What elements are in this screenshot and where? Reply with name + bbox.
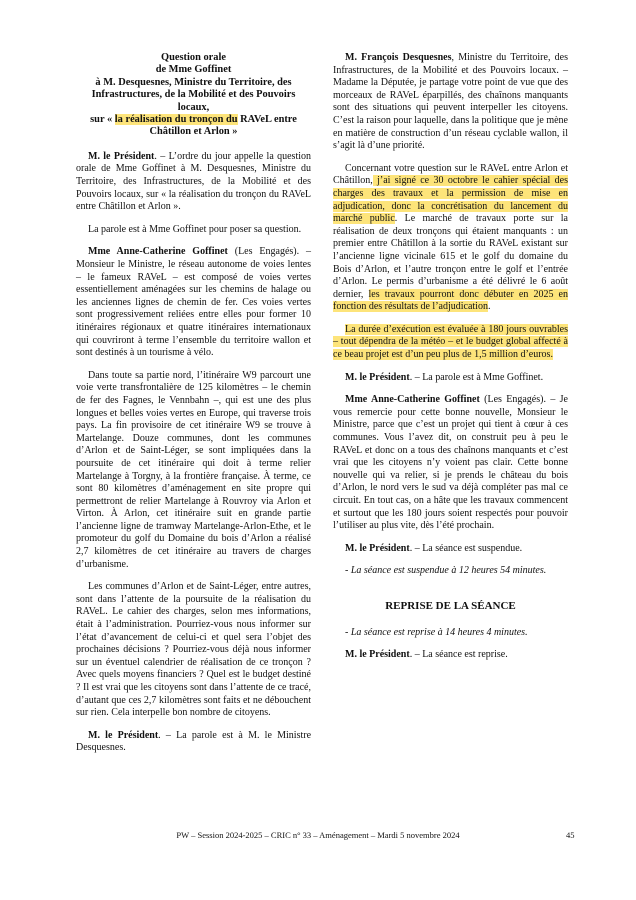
answer-text-c: . xyxy=(487,301,491,313)
paragraph-president-4 xyxy=(333,543,568,556)
paragraph-w9: Dans toute sa partie nord, l’itinéraire W9 parcourt une voie verte transfrontalière de 125 kilomètres – le chemin de fer des Fagnes, le Vennbahn –, qui est une des plus longues et belles voies vertes en Europe, qui traverse trois pays. La fin provisoire de cet itinéraire W9 se trouve à Martelange. Douze communes, dont les communes d’Arlon et de Saint-Léger, se sont impliquées dans la poursuite de cet itinéraire qui doit à terme relier Martelange à Torgny, à la frontière française. À terme, ce sont 80 kilomètres d’aménagement en site propre qui permettront de relier Martelange à Rouvroy via Arlon et Virton. À Arlon, cet itinéraire suit en grande partie l’ancienne ligne de tramway Martelange-Arlon-Ethe, et le promoteur du golf du Domaine du bois d’Arlon a réalisé 2,7 kilomètres de cet itinéraire au travers de charges d’urbanisme. xyxy=(76,369,311,570)
section-heading: REPRISE DE LA SÉANCE xyxy=(385,599,516,612)
paragraph-president-1 xyxy=(76,151,311,214)
speaker-name: M. le Président xyxy=(345,542,410,554)
sur-rest: RAVeL entre Châtillon et Arlon » xyxy=(149,114,297,138)
right-column xyxy=(333,52,568,672)
paragraph-goffinet-1 xyxy=(76,246,311,359)
question-title xyxy=(76,52,311,139)
resumption-note: - La séance est reprise à 14 heures 4 minutes. xyxy=(345,626,528,638)
speaker-name: M. le Président xyxy=(345,649,410,661)
paragraph-president-5 xyxy=(333,649,568,662)
title-line-2: de Mme Goffinet xyxy=(155,64,232,76)
answer-highlight-1: j’ai signé ce 30 octobre le cahier spécial des charges des travaux et la permission de mise en adjudication, donc la concrétisation du lancement du marché public xyxy=(333,175,568,225)
paragraph-goffinet-2 xyxy=(333,394,568,533)
paragraph-duration xyxy=(333,324,568,362)
speaker-name: M. le Président xyxy=(88,150,155,162)
speaker-name: M. François Desquesnes xyxy=(345,52,452,63)
paragraph-communes: Les communes d’Arlon et de Saint-Léger, entre autres, sont dans l’attente de la poursuite de la réalisation du RAVeL. Le cahier des charges, selon mes informations, était à l’administration. Pourriez-vous nous informer sur l’état d’avancement de celui-ci et quel sera l’objet des prochaines décisions ? Pourriez-vous déjà nous informer sur un éventuel calendrier de réalisation de ce tronçon ? Avec quels moyens financiers ? Quel est le budget destiné ? Il est vrai que les citoyens sont dans l’attente de ce tracé, d’autant que ces 2,7 kilomètres sont faits et ne débouchent sur rien. Cela interpelle bon nombre de citoyens. xyxy=(76,581,311,719)
speech-text: (Les Engagés). – Je vous remercie pour cette bonne nouvelle, Monsieur le Ministre, parce que c’est un projet qui tient à cœur à ces communes. Vous l’avez dit, on construit peu à peu le RAVeL et donc on a tous des chaînons manquants et c’est vrai que les citoyens n’y voient pas clair. Cette bonne nouvelle qui va relier, si je prends le château du bois d’Arlon, le nord vers le sud va déjà compléter pas mal ce circuit. En tout cas, on a hâte que les travaux commencent et surtout que les 180 jours soient respectés pour pouvoir l’utiliser au plus vite, dès l’été prochain. xyxy=(333,394,568,532)
answer-text-b: . Le marché de travaux porte sur la réalisation de deux tronçons qui étaient manquants : un premier entre Châtillon à la sortie du RAVeL existant sur l’ancienne ligne vicinale 615 et le golf du domaine du Bois d’Arlon, et l’autre tronçon entre le golf et l’entrée d’Arlon. Le permis d’urbanisme a été délivré le 6 août dernier, xyxy=(333,213,568,300)
duration-highlight: La durée d’exécution est évaluée à 180 jours ouvrables – tout dépendra de la météo – et le budget global affecté à ce beau projet est d’un peu plus de 1,5 million d’euros. xyxy=(333,323,568,361)
speech-text: . – La parole est à M. le Ministre Desquesnes. xyxy=(76,729,312,754)
suspension-note: - La séance est suspendue à 12 heures 54 minutes. xyxy=(345,565,547,577)
paragraph-minister xyxy=(333,52,568,153)
paragraph-floor: La parole est à Mme Goffinet pour poser sa question. xyxy=(88,223,302,235)
speaker-name: Mme Anne-Catherine Goffinet xyxy=(345,394,480,406)
title-line-1: Question orale xyxy=(161,52,226,63)
paragraph-minister-answer xyxy=(333,163,568,314)
speech-text: . – La séance est reprise. xyxy=(409,649,508,661)
sur-prefix: sur « xyxy=(90,114,115,126)
speech-text: . – La séance est suspendue. xyxy=(409,542,523,554)
speech-text: . – La parole est à Mme Goffinet. xyxy=(409,371,544,383)
answer-highlight-2: les travaux pourront donc débuter en 2025 en fonction des résultats de l’adjudication xyxy=(333,288,568,313)
paragraph-president-3 xyxy=(333,372,568,385)
paragraph-president-2 xyxy=(76,730,311,755)
speech-text: . – L’ordre du jour appelle la question orale de Mme Goffinet à M. Desquesnes, Ministre du Territoire, des Infrastructures, de la Mobilité et des Pouvoirs locaux, sur « la réalisation du tronçon du RAVeL entre Châtillon et Arlon ». xyxy=(76,150,311,213)
page-number: 45 xyxy=(566,830,575,840)
title-line-3: à M. Desquesnes, Ministre du Territoire, des Infrastructures, de la Mobilité et des Pouvoirs locaux, xyxy=(91,76,296,113)
sur-highlight: la réalisation du tronçon du xyxy=(114,114,238,126)
speech-text: (Les Engagés). – Monsieur le Ministre, le réseau autonome de voies lentes – le fameux RAVeL – est composé de voies vertes essentiellement aménagées sur les chemins de halage ou les anciennes lignes de chemin de fer. Ces voies vertes sont progressivement reliées entre elles pour former 10 itinéraires régionaux et quatre itinéraires internationaux qui couvriront à terme l’ensemble du territoire wallon et sont destinés à un tourisme à vélo. xyxy=(76,246,311,359)
speech-text: , Ministre du Territoire, des Infrastructures, de la Mobilité et des Pouvoirs locaux. – Madame la Députée, je partage votre point de vue que des morceaux de RAVeL éparpillés, des chaînons manquants sont des situations qui peuvent interpeller les citoyens. C’est la raison pour laquelle, dans la politique que je mène en matière de construction d’un réseau cyclable wallon, il s’agit là d’une priorité. xyxy=(333,52,568,152)
footer-text: PW – Session 2024-2025 – CRIC n° 33 – Aménagement – Mardi 5 novembre 2024 xyxy=(176,830,460,840)
title-line-sur xyxy=(76,114,311,139)
speaker-name: Mme Anne-Catherine Goffinet xyxy=(88,246,228,258)
speaker-name: M. le Président xyxy=(345,371,410,383)
answer-text-a: Concernant votre question sur le RAVeL entre Arlon et Châtillon, xyxy=(333,162,568,187)
left-column xyxy=(76,52,311,765)
speaker-name: M. le Président xyxy=(88,729,159,741)
